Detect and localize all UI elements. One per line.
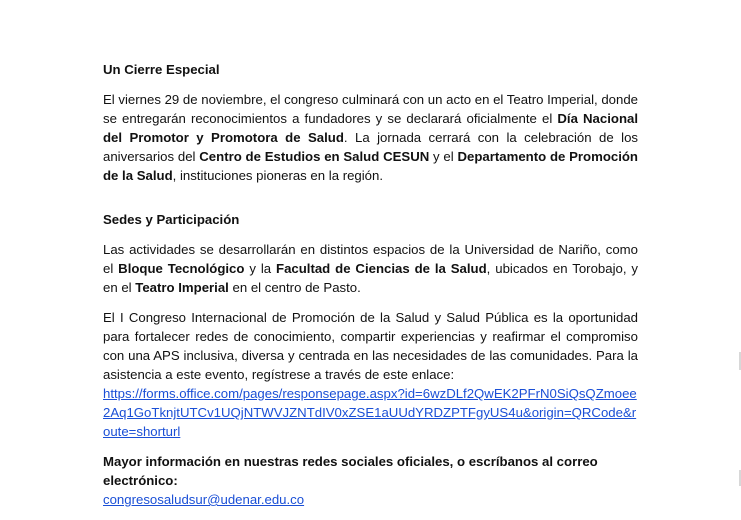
email-link[interactable]: congresosaludsur@udenar.edu.co	[103, 492, 305, 507]
registration-link[interactable]: https://forms.office.com/pages/responsepage.aspx?id=6wzDLf2QwEK2PFrN0SiQsQZmoee2Aq1GoTknjtUTCv1UQjNTWVJZNTdIV0xZSE1aUUdYRDZPTFgyUS4u&origin=QRCode&route=shorturl	[103, 386, 637, 439]
text-run: , instituciones pioneras en la región.	[172, 168, 384, 183]
section-heading-sedes: Sedes y Participación	[103, 212, 240, 227]
bold-run: Teatro Imperial	[135, 280, 229, 295]
text-run: en el centro de Pasto.	[228, 280, 361, 295]
text-run: . La jornada cerrará con la celebración de los aniversarios del	[103, 130, 639, 164]
document-page	[103, 60, 638, 520]
text-run: El viernes 29 de noviembre, el congreso culminará con un acto en el Teatro Imperial, donde se entregarán reconocimientos a fundadores y se declarará oficialmente el	[103, 92, 638, 126]
text-run: y la	[244, 261, 277, 276]
text-run: El I Congreso Internacional de Promoción de la Salud y Salud Pública es la oportunidad para fortalecer redes de conocimiento, compartir experiencias y reafirmar el compromiso con una APS inclusiva, diversa y centrada en las necesidades de las comunidades. Para la asistencia a este evento, regístrese a través de este enlace:	[103, 310, 638, 382]
paragraph-contacto	[103, 452, 638, 509]
bold-run: Facultad de Ciencias de la Salud	[276, 261, 487, 276]
section-spacer	[103, 196, 638, 210]
text-run: , ubicados en Torobajo, y en el	[103, 261, 638, 295]
registration-link-block	[103, 384, 638, 441]
paragraph-congreso	[103, 308, 638, 384]
bold-run: Centro de Estudios en Salud CESUN	[199, 149, 430, 164]
paragraph-cierre	[103, 90, 638, 185]
text-run: Las actividades se desarrollarán en distintos espacios de la Universidad de Nariño, como el	[103, 242, 638, 276]
text-run: y el	[429, 149, 458, 164]
bold-run: Bloque Tecnológico	[118, 261, 245, 276]
bold-run: Departamento de Promoción de la Salud	[103, 149, 638, 183]
bold-run: Día Nacional del Promotor y Promotora de Salud	[103, 111, 638, 145]
section-heading-cierre: Un Cierre Especial	[103, 62, 220, 77]
paragraph-sedes	[103, 240, 638, 297]
contact-bold-text: Mayor información en nuestras redes sociales oficiales, o escríbanos al correo electrónico:	[103, 454, 598, 488]
